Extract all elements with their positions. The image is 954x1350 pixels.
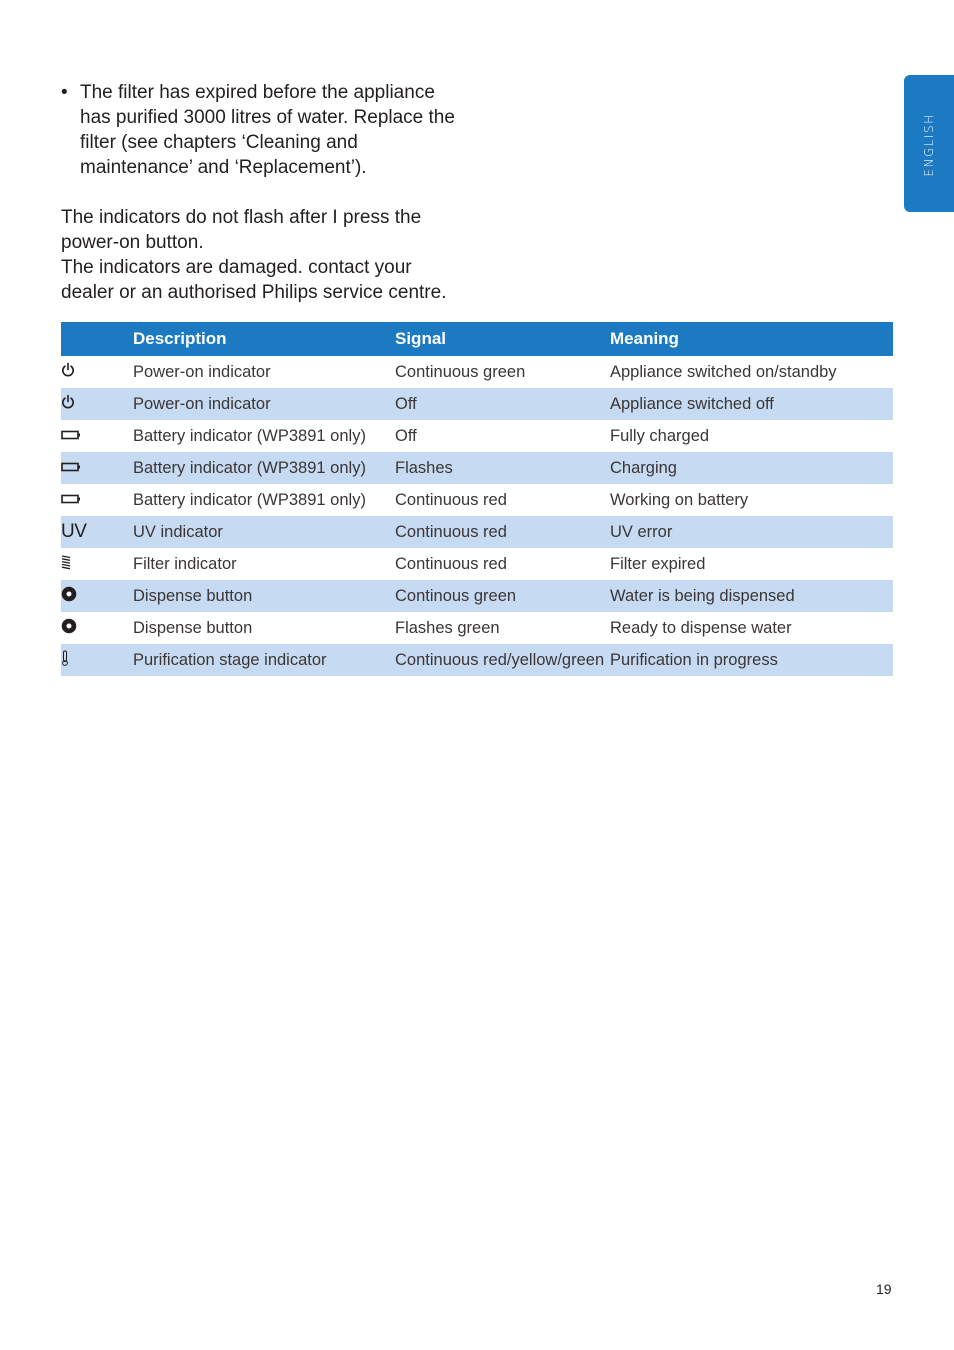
row-icon-cell: [61, 612, 133, 644]
thermometer-icon: [61, 650, 69, 671]
uv-icon: UV: [61, 521, 87, 542]
table-row: [61, 580, 893, 612]
indicator-table: [61, 322, 893, 676]
battery-icon: [61, 491, 81, 510]
row-icon-cell: [61, 548, 133, 580]
battery-icon: [61, 459, 81, 478]
cell-meaning: Appliance switched off: [610, 388, 893, 420]
table-row: [61, 452, 893, 484]
cell-signal: Continuous red: [395, 516, 610, 548]
cell-description: Dispense button: [133, 618, 253, 637]
battery-icon: [61, 427, 81, 446]
cell-description: Power-on indicator: [133, 388, 395, 420]
section-body: The indicators are damaged. contact your dealer or an authorised Philips service centre.: [61, 257, 447, 303]
cell-meaning: Water is being dispensed: [610, 580, 893, 612]
row-icon-cell: [61, 484, 133, 516]
power-icon: [61, 394, 75, 415]
cell-signal: Continuous red: [395, 554, 507, 573]
row-icon-cell: [61, 356, 133, 388]
cell-signal: Continuous red: [395, 490, 507, 509]
header-signal: Signal: [395, 322, 610, 356]
cell-description: Power-on indicator: [133, 362, 271, 381]
table-row: [61, 612, 893, 644]
bullet-marker: •: [61, 82, 68, 103]
language-tab: [904, 75, 954, 212]
page-number: 19: [876, 1281, 892, 1297]
table-row: [61, 644, 893, 676]
table-row: [61, 356, 893, 388]
row-icon-cell: [61, 388, 133, 420]
cell-description: Filter indicator: [133, 554, 237, 573]
language-tab-label: ENGLISH: [922, 113, 936, 177]
cell-meaning: Charging: [610, 452, 893, 484]
header-meaning: Meaning: [610, 322, 893, 356]
cell-meaning: UV error: [610, 516, 893, 548]
power-icon: [61, 362, 75, 383]
row-icon-cell: [61, 452, 133, 484]
cell-signal: Flashes: [395, 452, 610, 484]
row-icon-cell: [61, 516, 133, 548]
cell-description: UV indicator: [133, 516, 395, 548]
header-icon: [61, 322, 133, 356]
cell-description: Purification stage indicator: [133, 644, 395, 676]
cell-meaning: Filter expired: [610, 554, 706, 573]
table-row: [61, 516, 893, 548]
row-icon-cell: [61, 644, 133, 676]
cell-description: Battery indicator (WP3891 only): [133, 426, 366, 445]
cell-description: Dispense button: [133, 580, 395, 612]
cell-description: Battery indicator (WP3891 only): [133, 452, 395, 484]
cell-meaning: Working on battery: [610, 490, 749, 509]
cell-signal: Continuous green: [395, 362, 526, 381]
cell-signal: Continous green: [395, 580, 610, 612]
cell-meaning: Fully charged: [610, 426, 710, 445]
section-heading: The indicators do not flash after I press the power-on button.: [61, 207, 422, 253]
cell-signal: Flashes green: [395, 618, 500, 637]
row-icon-cell: [61, 420, 133, 452]
cell-signal: Continuous red/yellow/green: [395, 644, 610, 676]
dispense-icon: [61, 618, 77, 639]
cell-meaning: Ready to dispense water: [610, 618, 792, 637]
header-description: Description: [133, 322, 395, 356]
table-row: [61, 420, 893, 452]
cell-meaning: Purification in progress: [610, 644, 893, 676]
table-header-row: [61, 322, 893, 356]
dispense-icon: [61, 586, 77, 607]
cell-signal: Off: [395, 426, 417, 445]
filter-icon: [61, 554, 71, 575]
cell-description: Battery indicator (WP3891 only): [133, 490, 366, 509]
cell-meaning: Appliance switched on/standby: [610, 362, 837, 381]
table-row: [61, 548, 893, 580]
table-row: [61, 388, 893, 420]
table-row: [61, 484, 893, 516]
cell-signal: Off: [395, 388, 610, 420]
row-icon-cell: [61, 580, 133, 612]
bullet-text: The filter has expired before the appliance has purified 3000 litres of water. Replace the filter (see chapters ‘Cleaning and maintenance’ and ‘Replacement’).: [80, 82, 455, 178]
